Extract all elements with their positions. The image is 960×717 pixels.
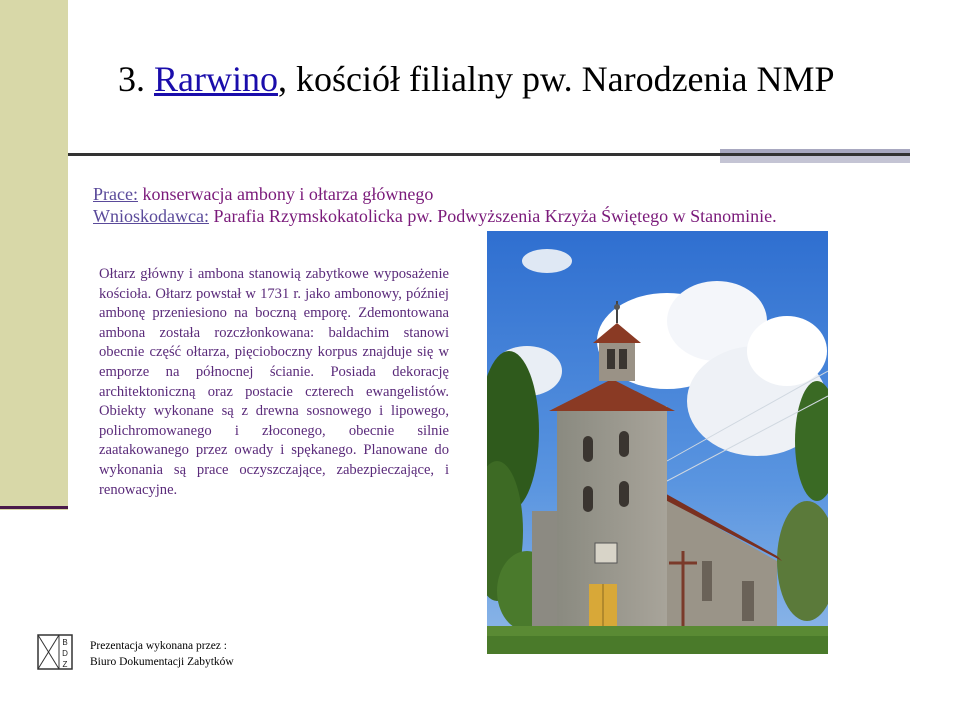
title-number: 3. <box>118 59 145 99</box>
applicant-line <box>93 205 777 227</box>
footer-line-2: Biuro Dokumentacji Zabytków <box>90 656 234 668</box>
header-rule <box>68 153 910 156</box>
works-label[interactable]: Prace: <box>93 184 138 204</box>
svg-text:D: D <box>62 649 68 658</box>
svg-text:B: B <box>62 638 68 647</box>
header-rule-accent-2 <box>720 156 910 163</box>
footer-credit <box>90 638 234 670</box>
church-photo <box>487 231 828 654</box>
svg-text:Z: Z <box>62 660 68 669</box>
project-meta <box>93 183 777 227</box>
title-rest: , kościół filialny pw. Narodzenia NMP <box>277 59 835 99</box>
works-value: konserwacja ambony i ołtarza głównego <box>137 184 434 204</box>
left-decor-line <box>0 506 68 509</box>
title-link-rarwino[interactable]: Rarwino <box>154 59 278 99</box>
works-line <box>93 183 777 205</box>
description-text: Ołtarz główny i ambona stanowią zabytkowe wyposażenie kościoła. Ołtarz powstał w 1731 r. jako ambonowy, później ambonę przeniesiono na boczną emporę. Zdemontowana ambona została rozczłonkowana: baldachim stanowi obecnie część ołtarza, pięcioboczny korpus znajduje się w emporze na północnej ścianie. Posiada dekorację architektoniczną oraz postacie czterech ewangelistów. Obiekty wykonane są z drewna sosnowego i lipowego, polichromowanego i złoconego, obecnie silnie zaatakowanego przez owady i spękanego. Planowane do wykonania są prace oczyszczające, zabezpieczające, i renowacyjne. <box>99 266 449 498</box>
page-title <box>118 58 835 100</box>
applicant-value: Parafia Rzymskokatolicka pw. Podwyższenia Krzyża Świętego w Stanominie. <box>208 206 777 226</box>
left-decor-bar <box>0 0 68 510</box>
applicant-label[interactable]: Wnioskodawca: <box>93 206 209 226</box>
footer-line-1: Prezentacja wykonana przez : <box>90 640 227 652</box>
bdz-logo <box>37 634 73 670</box>
